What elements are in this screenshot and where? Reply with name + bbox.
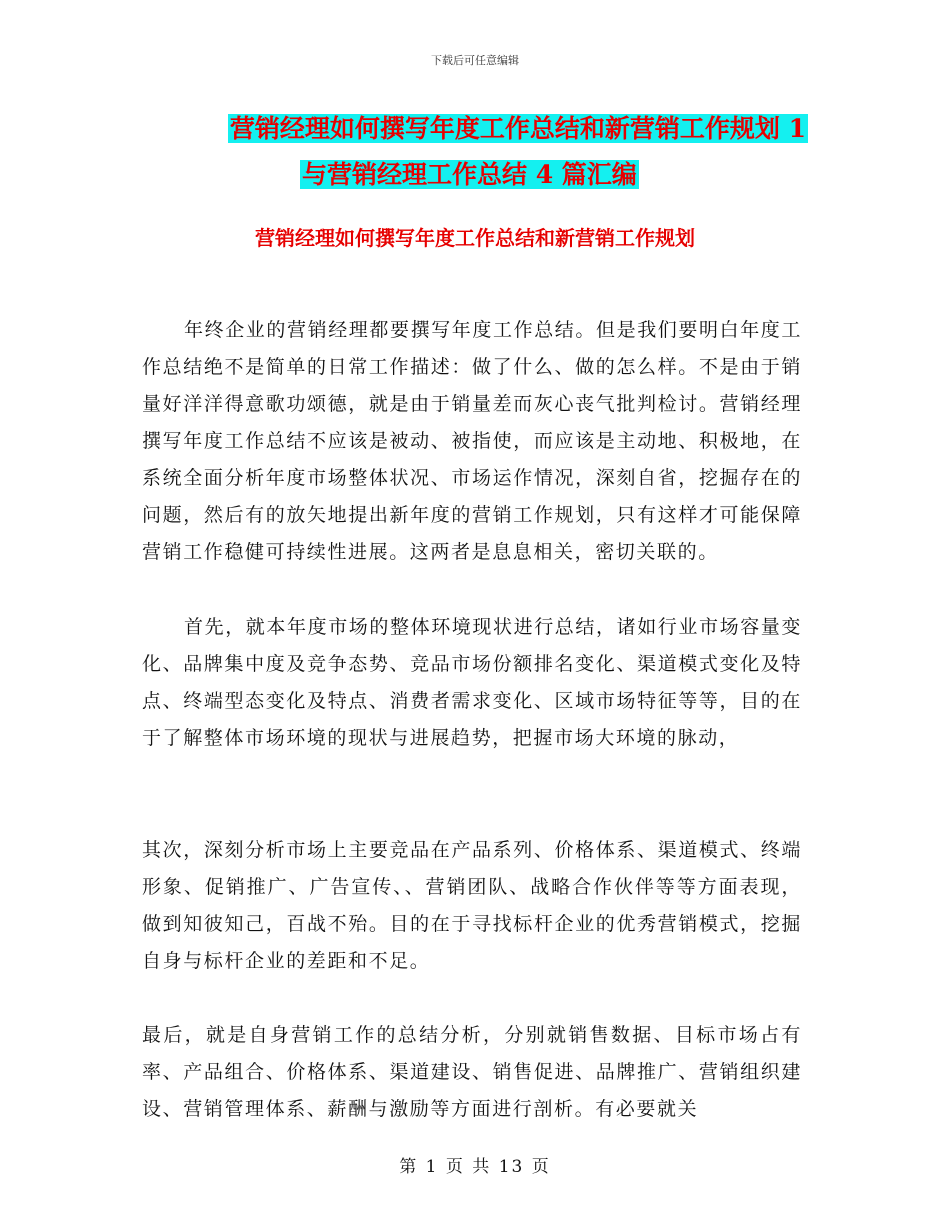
title-line-2-text: 与营销经理工作总结 4 篇汇编 — [302, 160, 637, 189]
document-title-line-2 — [142, 158, 808, 192]
section-title: 营销经理如何撰写年度工作总结和新营销工作规划 — [255, 226, 695, 250]
page-footer: 第 1 页 共 13 页 — [399, 1157, 551, 1177]
document-title-line-1 — [142, 112, 808, 146]
title-line-1-text: 营销经理如何撰写年度工作总结和新营销工作规划 1 — [229, 114, 806, 143]
paragraph-2: 首先，就本年度市场的整体环境现状进行总结，诸如行业市场容量变化、品牌集中度及竞争态势、竞品市场份额排名变化、渠道模式变化及特点、终端型态变化及特点、消费者需求变化、区域市场特征等等，目的在于了解整体市场环境的现状与进展趋势，把握市场大环境的脉动， — [142, 616, 803, 749]
paragraph-1: 年终企业的营销经理都要撰写年度工作总结。但是我们要明白年度工作总结绝不是简单的日常工作描述：做了什么、做的怎么样。不是由于销量好洋洋得意歌功颂德，就是由于销量差而灰心丧气批判检讨。营销经理撰写年度工作总结不应该是被动、被指使，而应该是主动地、积极地，在系统全面分析年度市场整体状况、市场运作情况，深刻自省，挖掘存在的问题，然后有的放矢地提出新年度的营销工作规划，只有这样才可能保障营销工作稳健可持续性进展。这两者是息息相关，密切关联的。 — [142, 319, 803, 563]
header-note: 下载后可任意编辑 — [431, 54, 519, 67]
paragraph-3: 其次，深刻分析市场上主要竞品在产品系列、价格体系、渠道模式、终端形象、促销推广、广告宣传、、营销团队、战略合作伙伴等等方面表现，做到知彼知己，百战不殆。目的在于寻找标杆企业的优秀营销模式，挖掘自身与标杆企业的差距和不足。 — [142, 839, 802, 972]
paragraph-4: 最后，就是自身营销工作的总结分析，分别就销售数据、目标市场占有率、产品组合、价格体系、渠道建设、销售促进、品牌推广、营销组织建设、营销管理体系、薪酬与激励等方面进行剖析。有必要就关 — [142, 1024, 802, 1120]
